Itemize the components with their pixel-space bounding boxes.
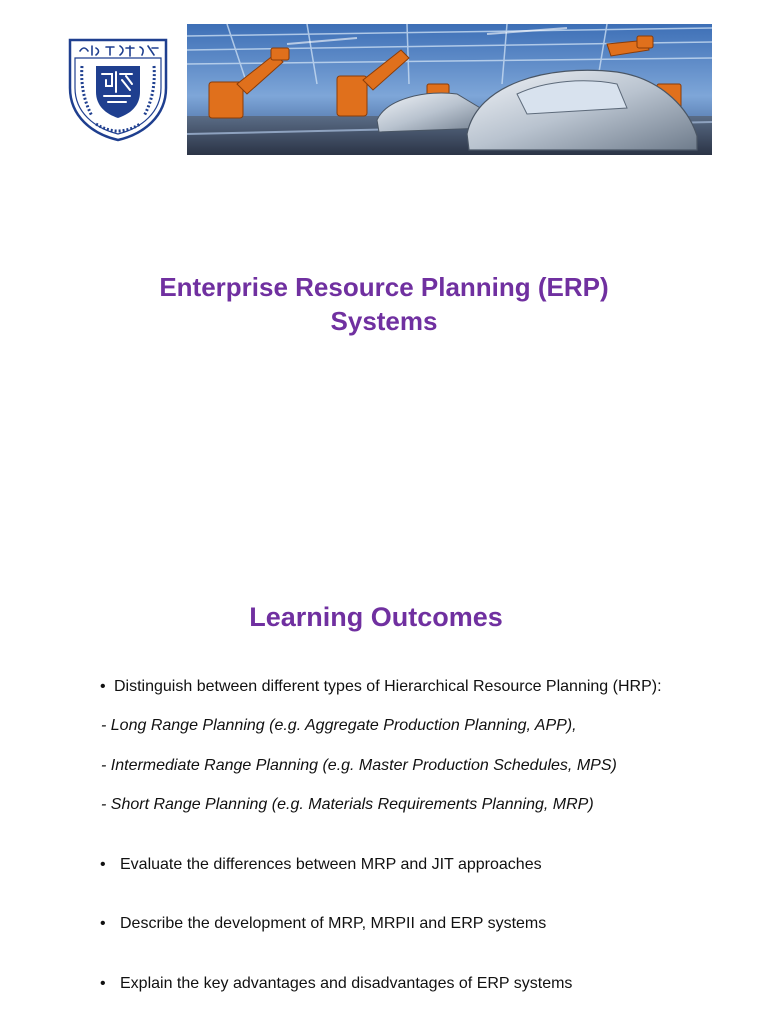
university-seal-icon	[66, 36, 170, 142]
university-logo	[66, 36, 170, 142]
list-item-mrp-jit	[100, 855, 542, 875]
bullet-icon: •	[100, 975, 106, 992]
sub-item-short-range: - Short Range Planning (e.g. Materials Requirements Planning, MRP)	[101, 796, 594, 813]
bullet-icon: •	[100, 856, 106, 873]
sub-item-long-range: - Long Range Planning (e.g. Aggregate Production Planning, APP),	[101, 717, 577, 734]
slide-title-line-1: Enterprise Resource Planning (ERP)	[159, 272, 609, 302]
sub-item-intermediate-range: - Intermediate Range Planning (e.g. Master Production Schedules, MPS)	[101, 757, 617, 774]
list-item-text: Explain the key advantages and disadvantages of ERP systems	[120, 975, 573, 992]
bullet-icon: •	[100, 678, 106, 695]
list-item-intro	[100, 677, 662, 697]
factory-banner-image	[187, 24, 712, 155]
slide-title	[0, 270, 768, 338]
list-item-text: Evaluate the differences between MRP and JIT approaches	[120, 856, 542, 873]
slide-title-line-2: Systems	[330, 306, 438, 336]
learning-outcomes-heading: Learning Outcomes	[249, 602, 503, 632]
factory-robots-illustration	[187, 24, 712, 155]
list-item-advantages	[100, 974, 572, 994]
bullet-icon: •	[100, 915, 106, 932]
list-item-development	[100, 914, 546, 934]
list-item-text: Describe the development of MRP, MRPII and ERP systems	[120, 915, 547, 932]
list-item-text: Distinguish between different types of Hierarchical Resource Planning (HRP):	[114, 678, 662, 695]
